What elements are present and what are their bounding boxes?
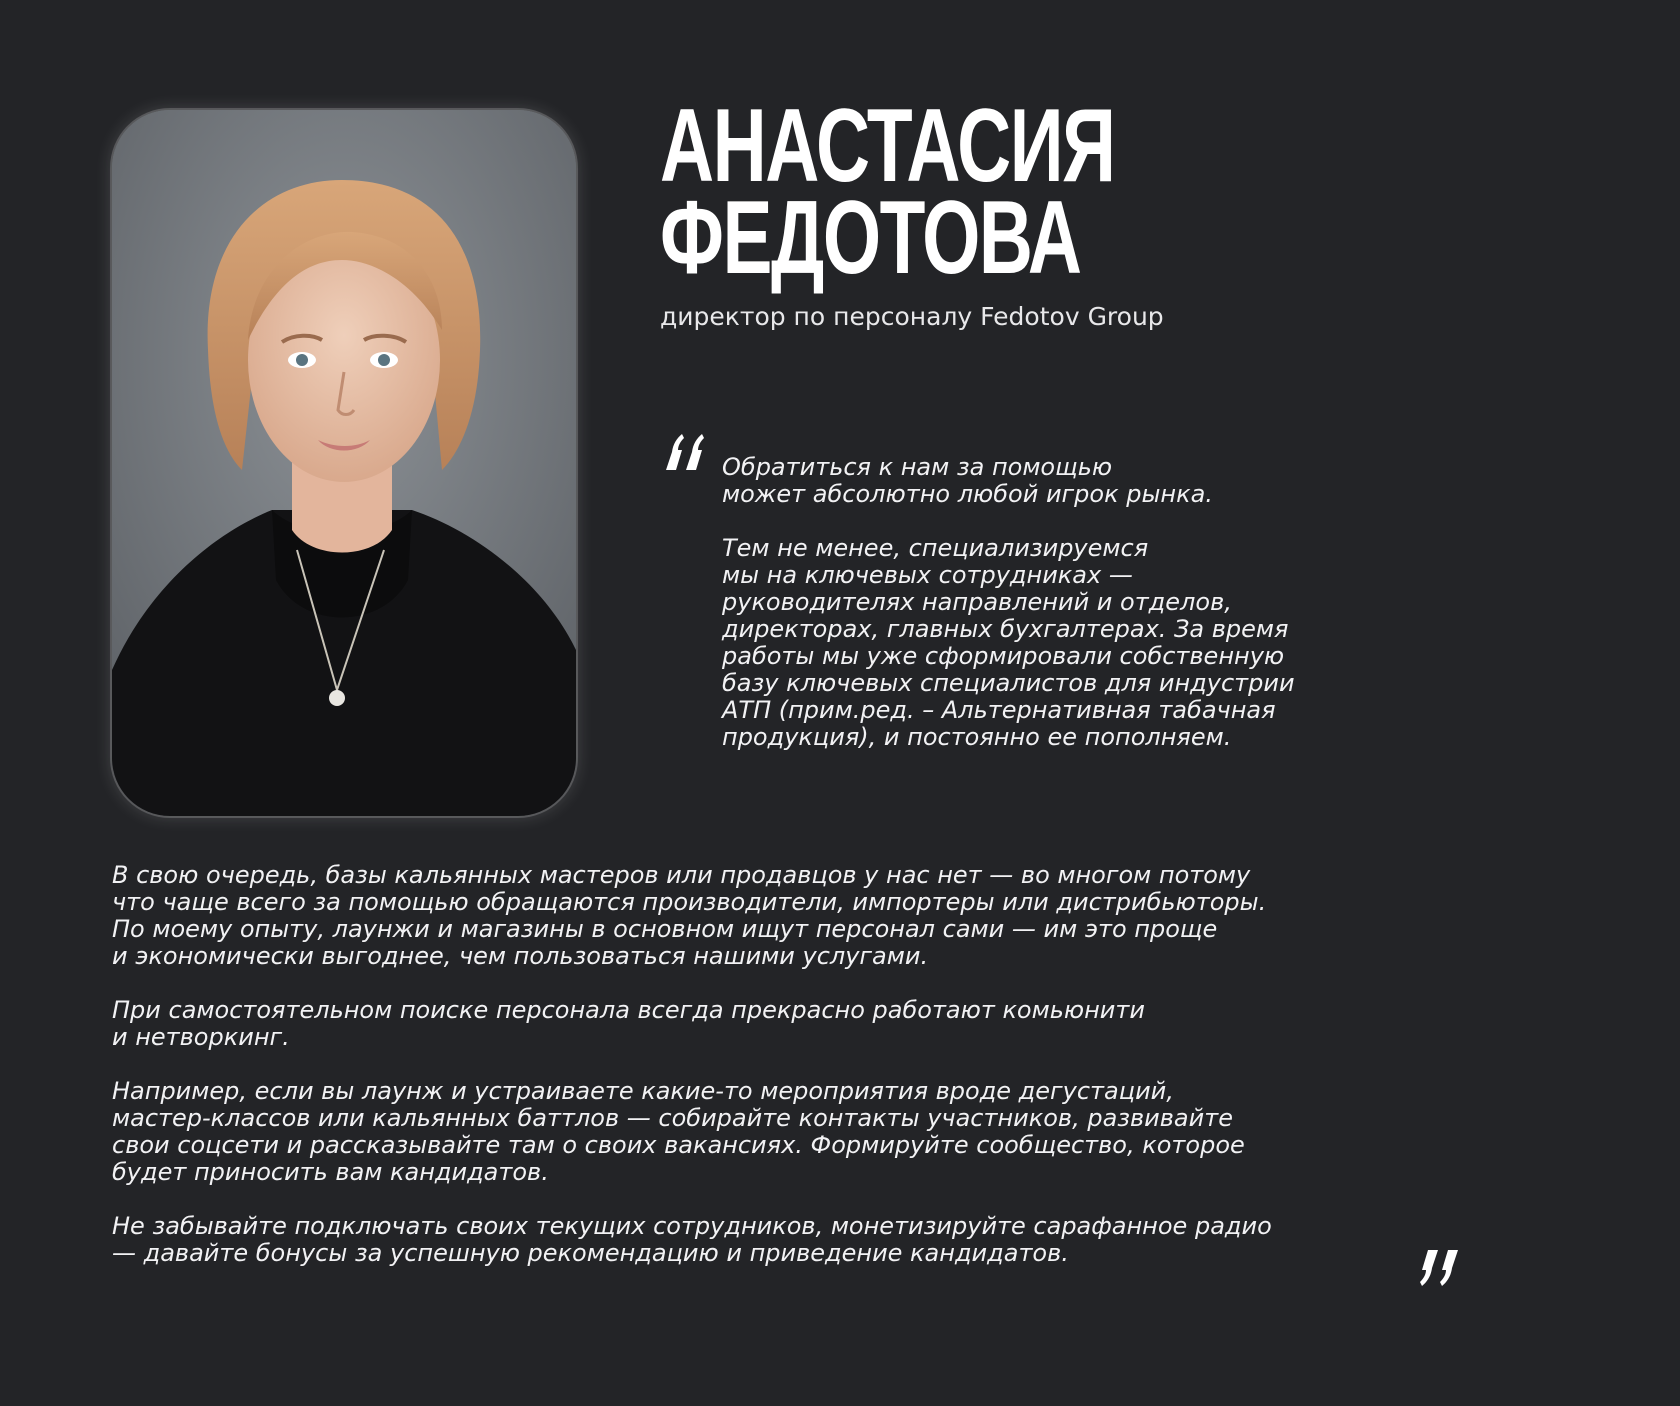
lead-quote xyxy=(722,454,1382,751)
name-line-2: ФЕДОТОВА xyxy=(660,180,1081,296)
name-line-1: АНАСТАСИЯ xyxy=(660,88,1115,204)
body-paragraph: Например, если вы лаунж и устраиваете какие-то мероприятия вроде дегустаций, мастер-классов или кальянных баттлов — собирайте контакты участников, развивайте свои соцсети и рассказывайте там о своих вакансиях. Формируйте сообщество, которое будет приносить вам кандидатов. xyxy=(112,1077,1245,1186)
body-paragraph: Не забывайте подключать своих текущих сотрудников, монетизируйте сарафанное радио — давайте бонусы за успешную рекомендацию и приведение кандидатов. xyxy=(112,1212,1272,1267)
body-paragraph: В свою очередь, базы кальянных мастеров или продавцов у нас нет — во многом потому что чаще всего за помощью обращаются производители, импортеры или дистрибьюторы. По моему опыту, лаунжи и магазины в основном ищут персонал сами — им это проще и экономически выгоднее, чем пользоваться нашими услугами. xyxy=(112,861,1267,970)
body-text xyxy=(112,862,1412,1267)
quote-close-icon xyxy=(1420,1244,1466,1290)
person-role: директор по персоналу Fedotov Group xyxy=(660,302,1164,331)
body-paragraph: При самостоятельном поиске персонала всегда прекрасно работают комьюнити и нетворкинг. xyxy=(112,996,1145,1051)
portrait-illustration xyxy=(112,110,576,816)
lead-paragraph: Обратиться к нам за помощью может абсолютно любой игрок рынка. xyxy=(722,453,1213,508)
lead-paragraph: Тем не менее, специализируемся мы на ключевых сотрудниках — руководителях направлений и отделов, директорах, главных бухгалтерах. За время работы мы уже сформировали собственную базу ключевых специалистов для индустрии АТП (прим.ред. – Альтернативная табачная продукция), и постоянно ее пополняем. xyxy=(722,534,1295,751)
quote-open-icon xyxy=(660,430,706,476)
portrait-photo xyxy=(112,110,576,816)
person-name xyxy=(660,88,1115,296)
